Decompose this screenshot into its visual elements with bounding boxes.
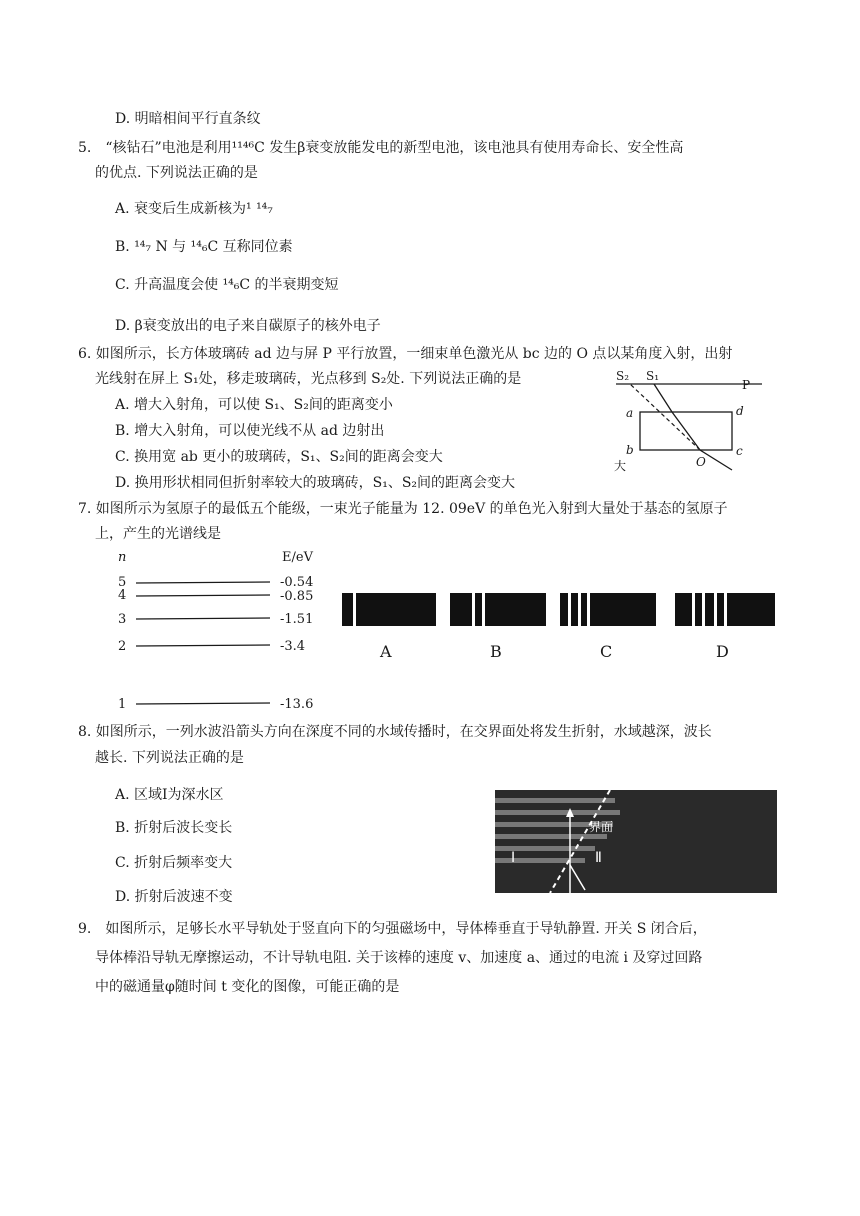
level-energy: -3.4 <box>280 639 306 654</box>
q9-stem-3: 中的磁通量φ随时间 t 变化的图像，可能正确的是 <box>95 979 400 995</box>
spectrum-d <box>675 593 775 626</box>
q5-option-a: A. 衰变后生成新核为¹ ¹⁴₇ <box>115 201 273 217</box>
water-wave-photo <box>495 790 777 893</box>
q5-stem-1: 5. “核钻石”电池是利用¹¹⁴⁶C 发生β衰变放能发电的新型电池，该电池具有使用寿命长、安全性高 <box>78 140 684 156</box>
energy-level-diagram <box>110 545 790 717</box>
level-n: 1 <box>118 697 127 712</box>
label-a: a <box>626 406 634 420</box>
q8-option-a: A. 区域Ⅰ为深水区 <box>115 787 224 803</box>
level-line-5 <box>136 582 270 583</box>
spectrum-label-c: C <box>600 642 613 661</box>
q5-option-d: D. β衰变放出的电子来自碳原子的核外电子 <box>115 318 381 334</box>
label-s2: S₂ <box>616 369 630 383</box>
q7-stem-1: 7. 如图所示为氢原子的最低五个能级，一束光子能量为 12. 09eV 的单色光入射到大量处于基态的氢原子 <box>78 501 728 517</box>
level-energy: -0.85 <box>280 589 314 604</box>
spectrum-a <box>342 593 436 626</box>
q6-stem-1: 6. 如图所示，长方体玻璃砖 ad 边与屏 P 平行放置，一细束单色激光从 bc 边的 O 点以某角度入射，出射 <box>78 346 733 362</box>
level-energy: -13.6 <box>280 697 314 712</box>
q5-option-b: B. ¹⁴₇ N 与 ¹⁴₆C 互称同位素 <box>115 239 293 255</box>
level-n: 2 <box>118 639 127 654</box>
interface-label: 界面 <box>589 820 614 834</box>
q6-option-d: D. 换用形状相同但折射率较大的玻璃砖，S₁、S₂间的距离会变大 <box>115 475 516 491</box>
level-line-1 <box>136 703 270 704</box>
level-line-4 <box>136 595 270 596</box>
axis-e-label: E/eV <box>282 550 313 565</box>
level-energy: -0.54 <box>280 575 314 590</box>
q5-stem-2: 的优点. 下列说法正确的是 <box>95 165 258 181</box>
q6-stem-2: 光线射在屏上 S₁处，移走玻璃砖，光点移到 S₂处. 下列说法正确的是 <box>95 371 522 387</box>
label-s1: S₁ <box>646 369 660 383</box>
q8-option-b: B. 折射后波长变长 <box>115 820 233 836</box>
q6-option-c: C. 换用宽 ab 更小的玻璃砖，S₁、S₂间的距离会变大 <box>115 449 443 465</box>
q6-option-a: A. 增大入射角，可以使 S₁、S₂间的距离变小 <box>115 397 393 413</box>
label-c: c <box>736 444 743 458</box>
q8-option-c: C. 折射后频率变大 <box>115 855 233 871</box>
level-line-3 <box>136 618 270 619</box>
label-da: 大 <box>614 459 627 473</box>
q9-stem-1: 9. 如图所示，足够长水平导轨处于竖直向下的匀强磁场中，导体棒垂直于导轨静置. 开关 S 闭合后， <box>78 921 707 937</box>
label-o: O <box>696 455 706 469</box>
spectrum-b <box>450 593 546 626</box>
interface-line <box>550 790 610 893</box>
level-energy: -1.51 <box>280 612 314 627</box>
arrowhead-icon <box>566 808 574 817</box>
level-n: 5 <box>118 575 127 590</box>
q6-option-b: B. 增大入射角，可以使光线不从 ad 边射出 <box>115 423 385 439</box>
glass-brick-diagram <box>612 366 770 474</box>
q4-option-d: D. 明暗相间平行直条纹 <box>115 111 261 127</box>
level-n: 4 <box>118 588 127 603</box>
label-b: b <box>626 443 634 457</box>
region-1-label: Ⅰ <box>511 850 516 866</box>
level-n: 3 <box>118 612 127 627</box>
q8-stem-1: 8. 如图所示，一列水波沿箭头方向在深度不同的水域传播时，在交界面处将发生折射，水域越深，波长 <box>78 724 712 740</box>
q8-option-d: D. 折射后波速不变 <box>115 889 233 905</box>
q7-stem-2: 上，产生的光谱线是 <box>95 526 221 542</box>
spectrum-c <box>560 593 656 626</box>
spectrum-label-b: B <box>490 642 502 661</box>
level-line-2 <box>136 645 270 646</box>
label-d: d <box>736 404 744 418</box>
refracted-ray <box>654 384 732 470</box>
spectrum-label-d: D <box>716 642 729 661</box>
q9-stem-2: 导体棒沿导轨无摩擦运动，不计导轨电阻. 关于该棒的速度 v、加速度 a、通过的电流 i 及穿过回路 <box>95 950 703 966</box>
region-2-label: Ⅱ <box>595 850 602 866</box>
axis-n-label: n <box>118 550 127 565</box>
q8-stem-2: 越长. 下列说法正确的是 <box>95 750 244 766</box>
label-p: P <box>742 378 751 392</box>
spectrum-label-a: A <box>380 642 392 661</box>
q5-option-c: C. 升高温度会使 ¹⁴₆C 的半衰期变短 <box>115 277 339 293</box>
